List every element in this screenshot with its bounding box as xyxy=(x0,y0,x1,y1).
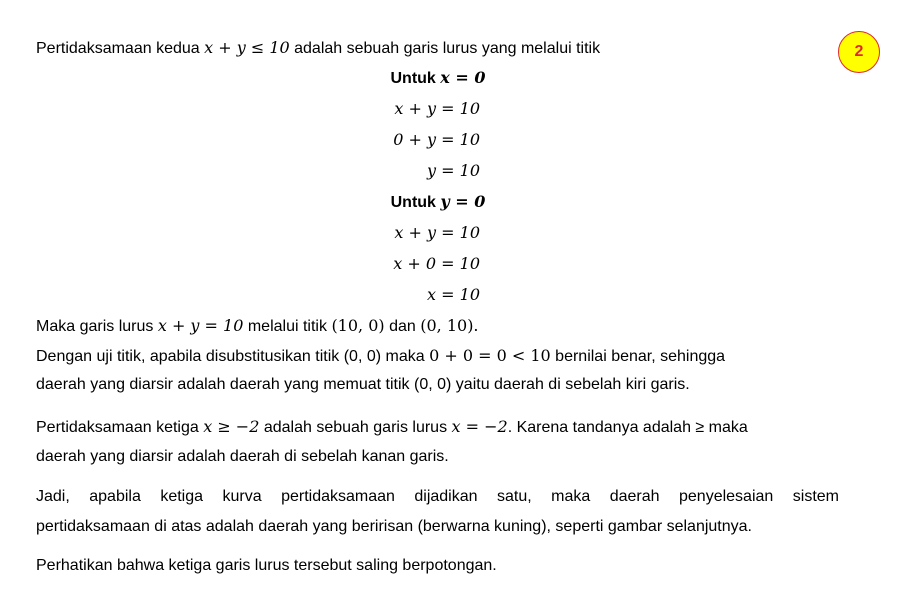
equation-step: x + 0 = 10 xyxy=(393,254,480,273)
third-inequality-sentence: Pertidaksamaan ketiga x ≥ −2 adalah sebuah garis lurus x = −2. Karena tandanya adalah ≥ maka xyxy=(36,417,748,436)
conclusion-line-2: pertidaksamaan di atas adalah daerah yang beririsan (berwarna kuning), seperti gambar selanjutnya. xyxy=(36,518,752,535)
line-points-sentence: Maka garis lurus x + y = 10 melalui titik (10, 0) dan (0, 10). xyxy=(36,316,479,335)
page-number-badge xyxy=(838,31,880,73)
equation-step: y = 10 xyxy=(427,161,480,180)
point-test-conclusion: daerah yang diarsir adalah daerah yang memuat titik (0, 0) yaitu daerah di sebelah kiri garis. xyxy=(36,376,690,393)
equation-step: x + y = 10 xyxy=(394,99,480,118)
equation-step: x + y = 10 xyxy=(394,223,480,242)
case-x-heading: Untuk x = 0 xyxy=(390,68,486,87)
point-test-sentence: Dengan uji titik, apabila disubstitusikan titik (0, 0) maka 0 + 0 = 0 < 10 bernilai benar, sehingga xyxy=(36,346,726,365)
inline-math: x + y ≤ 10 xyxy=(204,38,290,57)
case-y-heading: Untuk y = 0 xyxy=(390,192,486,211)
second-inequality-intro: Pertidaksamaan kedua x + y ≤ 10 adalah sebuah garis lurus yang melalui titik xyxy=(36,38,601,57)
conclusion-line-1: Jadi, apabila ketiga kurva pertidaksamaan dijadikan satu, maka daerah penyelesaian sistem xyxy=(36,488,839,505)
page-number: 2 xyxy=(854,43,864,60)
equation-step: 0 + y = 10 xyxy=(393,130,480,149)
closing-note: Perhatikan bahwa ketiga garis lurus tersebut saling berpotongan. xyxy=(36,557,497,574)
third-inequality-conclusion: daerah yang diarsir adalah daerah di sebelah kanan garis. xyxy=(36,448,449,465)
equation-step: x = 10 xyxy=(427,285,480,304)
